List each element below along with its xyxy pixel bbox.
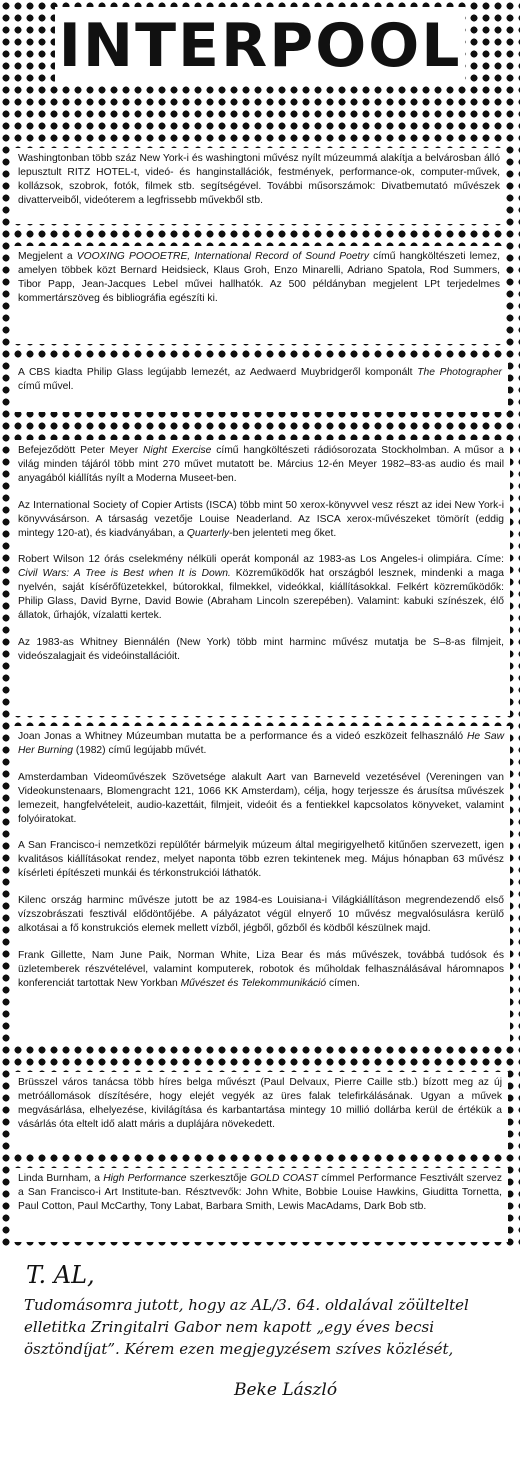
text-run: (1982) című legújabb művét. — [72, 744, 207, 756]
text-run: A CBS kiadta Philip Glass legújabb lemezét, az Aedwaerd Muybridgeről komponált — [18, 367, 418, 378]
work-title: GOLD COAST — [250, 1173, 319, 1184]
text-run: Joan Jonas a Whitney Múzeumban mutatta be a performance és a videó eszközeit felhasználó — [18, 731, 467, 742]
news-text — [18, 1172, 502, 1214]
masthead — [0, 6, 520, 86]
note-greeting: T. AL, — [26, 1261, 95, 1289]
news-text: Brüsszel város tanácsa több híres belga művészt (Paul Delvaux, Pierre Caille stb.) bízott meg az új metróállomások díszítésére, hogy elejét vegyék az üres falak telefirkálásának. Ugyan a művek megvásárlása, elhelyezése, kivilágítása és karbantartása mintegy 10 millió dollárba kerül de értékük a vásárlás óta eltelt idő alatt máris a duplájára növekedett. — [18, 1077, 502, 1130]
text-run: című hangköltészeti rádiósorozata Stockholmban. A műsor a világ minden tájáról több mint 270 művet mutatott be. Március 12-én Meyer 1982–83-as audio és mail anyagából kiállítás nyílt a Moderna Museet-ben. — [18, 445, 504, 484]
news-text: Washingtonban több száz New York-i és washingtoni művész nyílt múzeummá alakítja a belvárosban álló lepusztult RITZ HOTEL-t, videó- és hanginstallációk, festmények, performance-ok, computer-művek, kollázsok, szobrok, fotók, filmek stb. segítségével. További műsorszámok: Divatbemutató művészek divatterveiből, videóterem a legfrissebb művekből stb. — [18, 153, 500, 206]
work-title: VOOXING POOOETRE, International Record of Sound Poetry — [76, 251, 369, 262]
news-block-3 — [12, 726, 510, 1044]
handwritten-note — [0, 1246, 520, 1461]
text-run: Robert Wilson 12 órás cselekmény nélküli operát komponál az 1983-as Los Angeles-i olimpiára. Címe: — [18, 554, 504, 566]
news-item-gold-coast — [12, 1168, 508, 1242]
news-item-brussels-metro — [12, 1072, 508, 1152]
news-item-whitney-biennale: Az 1983-as Whitney Biennálén (New York) több mint harminc művész mutatja be S–8-as filmjeit, videószalagjait és videóinstallációit. — [18, 636, 504, 662]
news-item-philip-glass — [12, 362, 508, 412]
text-run: című művel. — [18, 380, 74, 392]
text-run: Közreműködők hat országból lesznek, mindenki a maga nyelvén, saját kísérőfüzetekkel, bútorokkal, filmekkel, videókkal, kiállításokkal. Felkért közreműködők: Philip Glass, David Byrne, David Bowie (Abraham Lincoln szerepében). Valamint: kabuki színészek, élő állatok, űrhajók, vízalatti kertek. — [18, 568, 505, 622]
text-run: Befejeződött Peter Meyer — [18, 445, 143, 456]
news-text — [18, 366, 502, 394]
news-text — [18, 250, 500, 306]
news-item-robert-wilson — [18, 553, 504, 623]
news-item-vooxing-record — [12, 246, 506, 344]
news-item-ritz-hotel — [12, 148, 506, 224]
news-item-isca — [18, 499, 504, 541]
work-title: Civil Wars: A Tree is Best when It is Down. — [18, 568, 231, 580]
note-signature: Beke László — [234, 1380, 338, 1400]
text-run: Az International Society of Copier Artists (ISCA) több mint 50 xerox-könyvvel vesz részt az idei New York-i könyvvásárson. A társaság vezetője Louise Neaderland. Az ISCA xerox-művészeket tömörít (eddig mintegy 120-at), és kiadványában, a — [18, 499, 504, 539]
work-title: Quarterly — [186, 527, 230, 539]
news-item-telecommunication — [18, 949, 504, 991]
work-title: High Performance — [103, 1173, 187, 1184]
work-title: Művészet és Telekommunikáció — [180, 977, 327, 989]
work-title: He Saw Her Burning — [18, 731, 505, 756]
news-block-2 — [12, 440, 510, 716]
news-item-san-francisco-airport: A San Francisco-i nemzetközi repülőtér bármelyik múzeum által megirigyelhető kitűnően szervezett, igen kvalitásos kiállításokat rendez, melyet naponta több ezren tekintenek meg. Május hónapban 63 művész kísérleti építészeti munkái és térkonstrukciói láthatók. — [18, 840, 504, 880]
text-run: címen. — [326, 977, 360, 989]
text-run: Linda Burnham, a — [18, 1173, 104, 1184]
work-title: The Photographer — [417, 367, 502, 378]
text-run: Frank Gillette, Nam June Paik, Norman White, Liza Bear és más művészek, továbbá tudósok és üzletemberek részvételével, valamint komputerek, robotok és műholdak felhasználásával háromnapos konferenciát tartottak New Yorkban — [18, 949, 504, 989]
news-item-night-exercise — [18, 444, 504, 486]
text-run: című hangköltészeti lemez, amelyen többek közt Bernard Heidsieck, Klaus Groh, Enzo Minarelli, Adriano Spatola, Rod Summers, Tibor Papp, Jean-Jacques Lebel művei hallhatók. Az 500 példányban megjelent LPt terjedelmes kommertárszöveg és bibliográfia egészíti ki. — [18, 251, 500, 304]
masthead-title: INTERPOOL — [55, 7, 466, 85]
text-run: szerkesztője — [186, 1173, 251, 1184]
note-body: Tudomásomra jutott, hogy az AL/3. 64. oldalával zöülteltel elletitka Zringitalri Gabor nem kapott „egy éves becsi ösztöndíjat”. Kérem ezen megjegyzésem szíves közlését, — [24, 1296, 469, 1358]
news-item-amsterdam-video: Amsterdamban Videoművészek Szövetsége alakult Aart van Barneveld vezetésével (Vereningen van Videokunstenaars, Blomengracht 121, 1066 KK Amsterdam), célja, hogy terjessze és árusítsa művészek lemezeit, hangfelvételeit, audio-kazettáit, filmjeit, videóit és a fentiekkel kapcsolatos könyveket, valamint folyóiratokat. — [18, 771, 504, 825]
text-run: -ben jelenteti meg őket. — [229, 527, 337, 539]
text-run: címmel Performance Fesztivált szervez a San Francisco-i Art Institute-ban. Résztvevők: John White, Bobbie Louise Hawkins, Giuditta Tornetta, Paul Cotton, Paul McCarthy, Tony Labat, Barbara Smith, Lewis MacAdams, Dark Bob stb. — [18, 1173, 503, 1212]
text-run: Megjelent a — [18, 251, 77, 262]
work-title: Night Exercise — [143, 445, 212, 456]
news-item-louisiana-expo: Kilenc ország harminc művésze jutott be az 1984-es Louisiana-i Világkiállításon megrendezendő első vízszobrászati fesztivál elődöntőjébe. A pályázatot végül elnyerő 10 művész megvalósulásra kerülő alkotásai a fő konstrukciós elemek mellett vízből, jégből, gőzből és ködből készülnek majd. — [18, 895, 504, 934]
news-item-joan-jonas — [18, 730, 504, 758]
